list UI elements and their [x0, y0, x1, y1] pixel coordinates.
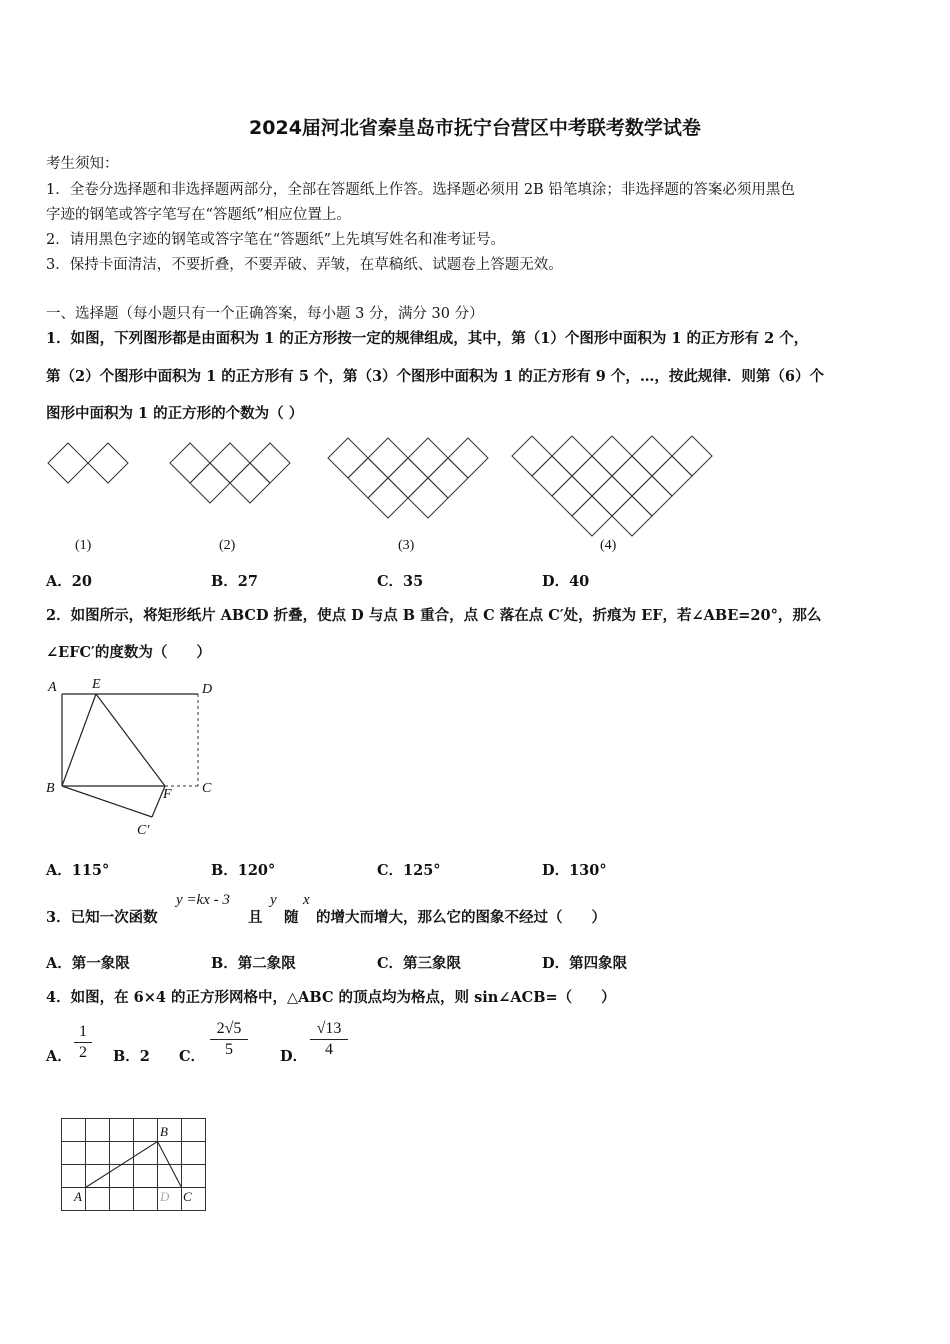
q4-option-d-label[interactable]: D．	[280, 1048, 308, 1065]
page-title: 2024届河北省秦皇岛市抚宁台营区中考联考数学试卷	[249, 117, 701, 139]
q4-option-c-denominator: 5	[225, 1041, 233, 1058]
q4-option-a-label[interactable]: A．	[46, 1048, 72, 1065]
q4-option-d-fraction[interactable]	[310, 1020, 348, 1059]
q1-option-c[interactable]: C．35	[377, 573, 424, 590]
fraction-bar	[210, 1039, 248, 1040]
diamond-figure-2	[170, 443, 290, 503]
diamond-figure-1	[48, 443, 128, 483]
q2-label-f: F	[163, 787, 172, 802]
q2-label-d: D	[202, 682, 213, 697]
q3-option-b[interactable]: B．第二象限	[211, 955, 296, 972]
notice-item-1b: 字迹的钢笔或答字笔写在“答题纸”相应位置上。	[46, 207, 351, 223]
q4-option-b[interactable]: B．2	[113, 1048, 150, 1065]
section-heading: 一、选择题（每小题只有一个正确答案，每小题 3 分，满分 30 分）	[46, 306, 484, 322]
q4-line-1: 4．如图，在 6×4 的正方形网格中，△ABC 的顶点均为格点，则 sin∠ACB=（ ）	[46, 989, 616, 1006]
q2-option-b[interactable]: B．120°	[211, 862, 276, 879]
q4-label-c: C	[183, 1189, 192, 1204]
q2-label-e: E	[92, 677, 101, 692]
q4-label-b: B	[160, 1124, 168, 1139]
diamond-figure-4	[512, 436, 712, 536]
q3-prefix: 3．已知一次函数	[46, 909, 158, 926]
q4-option-d-numerator: √13	[316, 1020, 342, 1037]
fig-label-4: (4)	[600, 538, 617, 553]
q1-figure	[40, 428, 720, 563]
q3-var-x: x	[303, 892, 310, 908]
q1-option-a[interactable]: A．20	[46, 573, 92, 590]
q2-figure	[40, 675, 230, 840]
q2-option-d[interactable]: D．130°	[542, 862, 607, 879]
notice-item-1a: 1．全卷分选择题和非选择题两部分，全部在答题纸上作答。选择题必须用 2B 铅笔填涂；非选择题的答案必须用黑色	[46, 182, 795, 198]
q4-option-c-fraction[interactable]	[210, 1020, 248, 1059]
fig-label-2: (2)	[219, 538, 236, 553]
q3-formula: y =kx - 3	[176, 892, 230, 908]
q4-option-d-denominator: 4	[325, 1041, 333, 1058]
q1-line-2: 第（2）个图形中面积为 1 的正方形有 5 个，第（3）个图形中面积为 1 的正方形有 9 个，…，按此规律．则第（6）个	[46, 368, 825, 385]
diamond-figure-3	[328, 438, 488, 518]
fraction-bar	[310, 1039, 348, 1040]
q2-option-c[interactable]: C．125°	[377, 862, 441, 879]
q1-option-d[interactable]: D．40	[542, 573, 590, 590]
notice-item-3: 3．保持卡面清洁，不要折叠，不要弄破、弄皱，在草稿纸、试题卷上答题无效。	[46, 257, 563, 273]
q1-line-3: 图形中面积为 1 的正方形的个数为（ ）	[46, 405, 304, 422]
fraction-bar	[74, 1042, 92, 1043]
q2-option-a[interactable]: A．115°	[46, 862, 110, 879]
q4-label-d: D	[160, 1189, 170, 1204]
q4-option-a-fraction[interactable]	[74, 1023, 92, 1062]
q4-option-a-denominator: 2	[79, 1044, 87, 1061]
q2-label-a: A	[48, 680, 57, 695]
q2-label-b: B	[46, 781, 55, 796]
q3-mid-1: 且	[248, 909, 263, 926]
fig-label-3: (3)	[398, 538, 415, 553]
q3-option-a[interactable]: A．第一象限	[46, 955, 130, 972]
q2-label-c-prime: C′	[137, 823, 150, 838]
q4-option-c-label[interactable]: C．	[179, 1048, 206, 1065]
q2-label-c: C	[202, 781, 212, 796]
q1-line-1: 1．如图，下列图形都是由面积为 1 的正方形按一定的规律组成，其中，第（1）个图形中面积为 1 的正方形有 2 个，	[46, 330, 809, 347]
q4-option-a-numerator: 1	[79, 1023, 87, 1040]
q4-option-c-numerator: 2√5	[216, 1020, 242, 1037]
notice-heading: 考生须知：	[46, 156, 119, 172]
q1-option-b[interactable]: B．27	[211, 573, 258, 590]
q2-line-1: 2．如图所示，将矩形纸片 ABCD 折叠，使点 D 与点 B 重合，点 C 落在点 C′处，折痕为 EF，若∠ABE=20°，那么	[46, 607, 822, 624]
q3-option-d[interactable]: D．第四象限	[542, 955, 628, 972]
fig-label-1: (1)	[75, 538, 92, 553]
notice-item-2: 2．请用黑色字迹的钢笔或答字笔在“答题纸”上先填写姓名和准考证号。	[46, 232, 506, 248]
q3-option-c[interactable]: C．第三象限	[377, 955, 462, 972]
q3-var-y: y	[270, 892, 277, 908]
q4-label-a: A	[74, 1189, 82, 1204]
q3-mid-2: 随	[284, 909, 299, 926]
q3-suffix: 的增大而增大，那么它的图象不经过（ ）	[316, 909, 606, 926]
q2-line-2: ∠EFC′的度数为（ ）	[46, 644, 211, 661]
